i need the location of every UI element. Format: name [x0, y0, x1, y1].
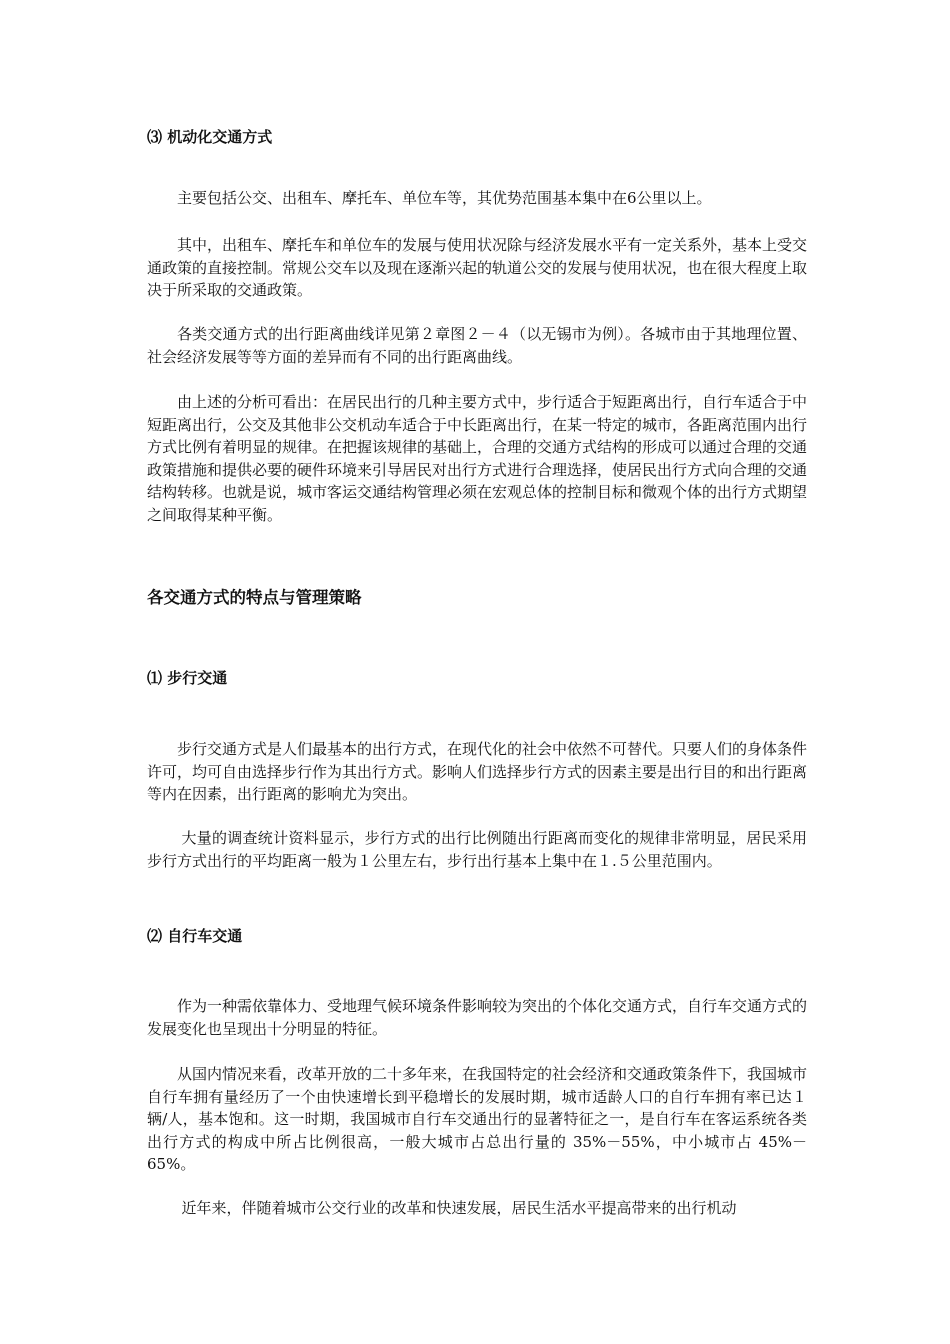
section-3-paragraph-3: 各类交通方式的出行距离曲线详见第２章图２－４（以无锡市为例）。各城市由于其地理位置、社会经济发展等等方面的差异而有不同的出行距离曲线。 [147, 325, 807, 366]
section-3-paragraph-1: 主要包括公交、出租车、摩托车、单位车等，其优势范围基本集中在6公里以上。 [177, 189, 712, 207]
section-1-paragraph-2: 大量的调查统计资料显示，步行方式的出行比例随出行距离而变化的规律非常明显，居民采用步行方式出行的平均距离一般为１公里左右，步行出行基本上集中在１.５公里范围内。 [147, 829, 807, 870]
section-2-paragraph-1: 作为一种需依靠体力、受地理气候环境条件影响较为突出的个体化交通方式，自行车交通方式的发展变化也呈现出十分明显的特征。 [147, 997, 808, 1038]
section-1-heading: ⑴ 步行交通 [147, 669, 228, 687]
main-heading: 各交通方式的特点与管理策略 [147, 588, 362, 607]
section-1-paragraph-1: 步行交通方式是人们最基本的出行方式，在现代化的社会中依然不可替代。只要人们的身体条件许可，均可自由选择步行作为其出行方式。影响人们选择步行方式的因素主要是出行目的和出行距离等内在因素，出行距离的影响尤为突出。 [147, 740, 808, 804]
section-3-paragraph-2: 其中，出租车、摩托车和单位车的发展与使用状况除与经济发展水平有一定关系外，基本上受交通政策的直接控制。常规公交车以及现在逐渐兴起的轨道公交的发展与使用状况，也在很大程度上取决于所采取的交通政策。 [147, 236, 808, 300]
section-2-heading: ⑵ 自行车交通 [147, 927, 243, 945]
section-3-paragraph-4: 由上述的分析可看出：在居民出行的几种主要方式中，步行适合于短距离出行，自行车适合于中短距离出行，公交及其他非公交机动车适合于中长距离出行，在某一特定的城市，各距离范围内出行方式比例有着明显的规律。在把握该规律的基础上，合理的交通方式结构的形成可以通过合理的交通政策措施和提供必要的硬件环境来引导居民对出行方式进行合理选择，使居民出行方式向合理的交通结构转移。也就是说，城市客运交通结构管理必须在宏观总体的控制目标和微观个体的出行方式期望之间取得某种平衡。 [147, 393, 808, 524]
section-2-paragraph-3: 近年来，伴随着城市公交行业的改革和快速发展，居民生活水平提高带来的出行机动 [181, 1199, 737, 1217]
section-3-heading: ⑶ 机动化交通方式 [147, 128, 273, 146]
section-2-paragraph-2: 从国内情况来看，改革开放的二十多年来，在我国特定的社会经济和交通政策条件下，我国城市自行车拥有量经历了一个由快速增长到平稳增长的发展时期，城市适龄人口的自行车拥有率已达１辆/人，基本饱和。这一时期，我国城市自行车交通出行的显著特征之一，是自行车在客运系统各类出行方式的构成中所占比例很高，一般大城市占总出行量的 35%－55%，中小城市占 45%－65%。 [147, 1065, 808, 1174]
